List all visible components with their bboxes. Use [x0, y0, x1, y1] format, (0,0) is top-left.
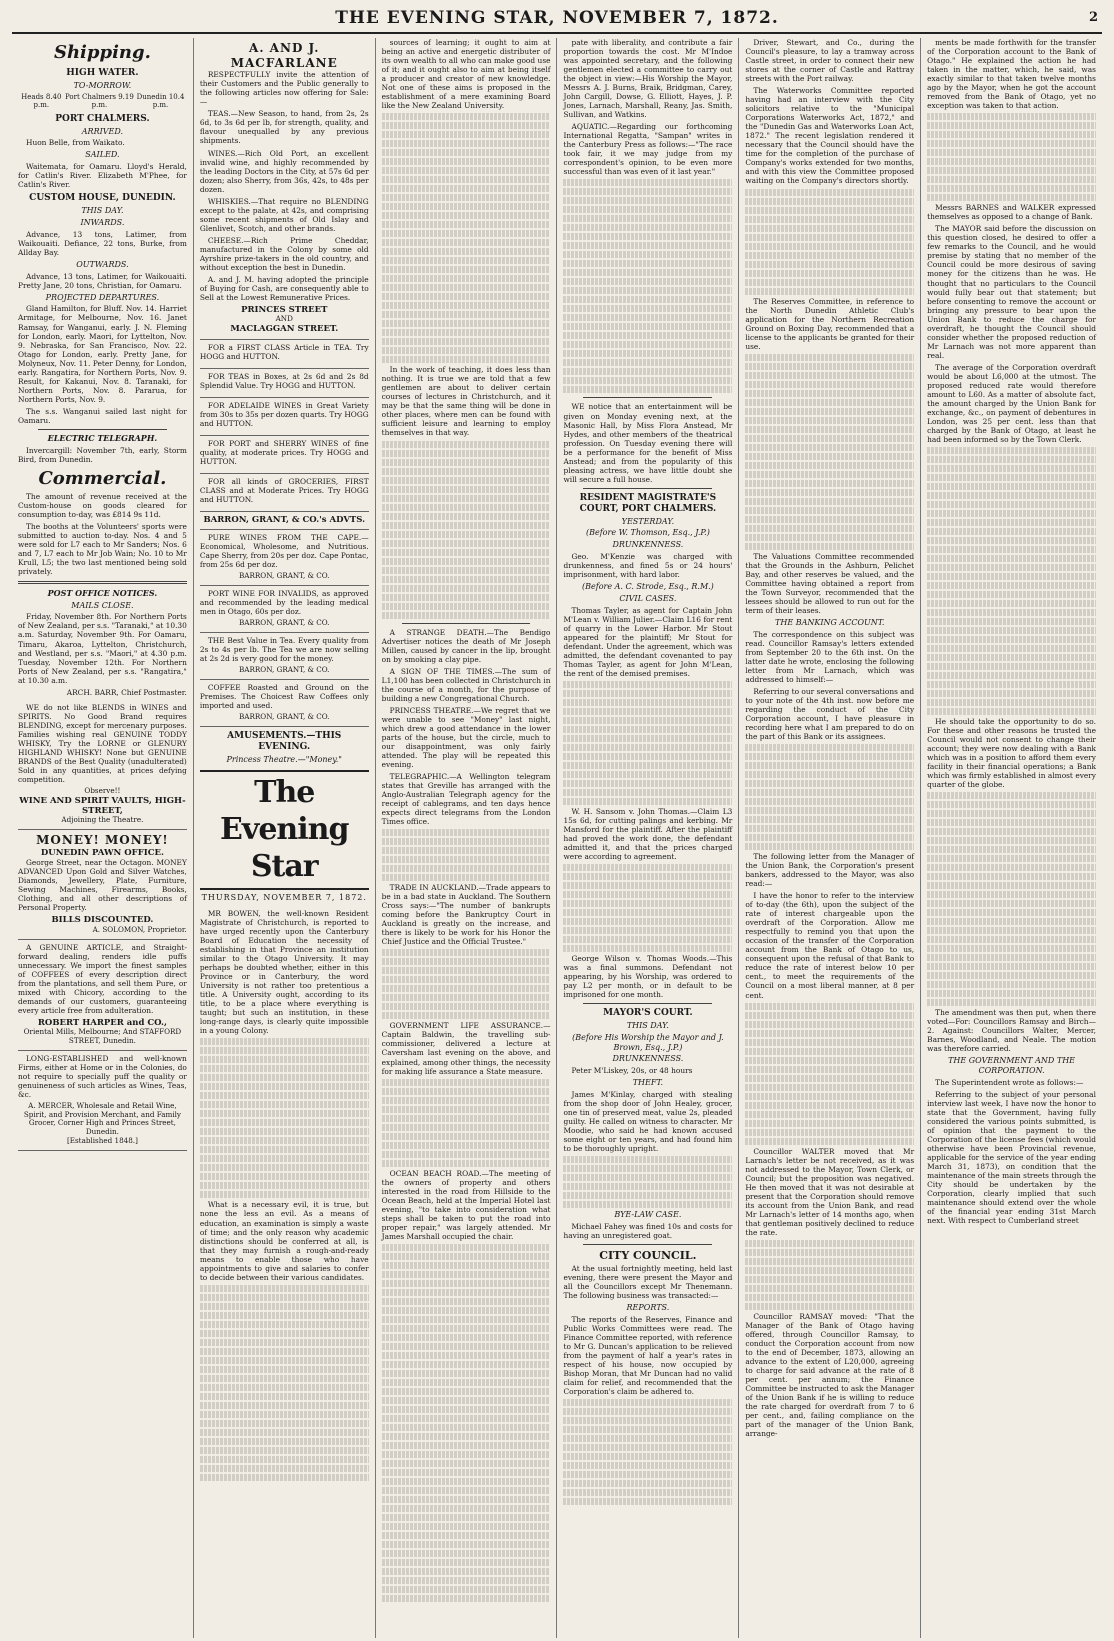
- blends-advert: [18, 700, 187, 831]
- leader-text-2: In the work of teaching, it does less than nothing. It is true we are told that a few gentlemen are about to deliver certain courses of lectures in Christchurch, and it may be that the same thing will be done in other places, where men can be found with sufficient leisure and learning to employ themselves in that way.: [381, 365, 551, 438]
- mercer-text: LONG-ESTABLISHED and well-known Firms, either at Home or in the Colonies, do not require to specially puff the quality or genuineness of such articles as Wines, Teas, &c.: [18, 1053, 187, 1099]
- reserves-text: The Reserves Committee, in reference to the North Dunedin Athletic Club's application for the Northern Recreation Ground on Boxing Day, recommended that a license to the applicants be granted for their use.: [745, 296, 915, 351]
- superintendent-label: The Superintendent wrote as follows:—: [935, 1077, 1084, 1087]
- barron-title: BARRON, GRANT, & CO.'s ADVTS.: [203, 514, 366, 525]
- port-wine-advert: [200, 586, 369, 633]
- bye-law-label: BYE-LAW CASE.: [614, 1210, 682, 1220]
- banking-text: The correspondence on this subject was read. Councillor Ramsay's letters extended from September 20 to the 6th inst. On the latter date he wrote, enclosing the following letter from Mr Larnach, which was addressed to himself:—: [745, 629, 915, 684]
- macfarlane-advert: [200, 38, 369, 340]
- port-wine-text: PORT WINE FOR INVALIDS, as approved and recommended by the leading medical men in Otago, 60s per doz.: [199, 589, 369, 617]
- money-title: MONEY! MONEY!: [36, 833, 169, 848]
- trade-body: [382, 949, 551, 1019]
- before-mayor: (Before His Worship the Mayor and J. Brown, Esq., J.P.): [572, 1032, 724, 1052]
- hogg-text-1: FOR a FIRST CLASS Article in TEA. Try HOGG and HUTTON.: [199, 342, 369, 361]
- shipping-note: The s.s. Wanganui sailed last night for Oamaru.: [18, 406, 187, 425]
- pawn-advert: [18, 830, 187, 939]
- sign-of-times: A SIGN OF THE TIMES.—The sum of L1,100 has been collected in Christchurch in the course of a month, for the purpose of building a new Congregational Church.: [381, 666, 551, 703]
- tea-advert: [200, 633, 369, 680]
- projected-text: Gland Hamilton, for Bluff. Nov. 14. Harriet Armitage, for Melbourne, Nov. 16. Janet Ramsay, for Wanganui, early. J. N. Fleming for London, early. Maori, for Lyttelton, Nov. 9. Nebraska, for San Francisco, Nov. 22. Otago for London, early. Pretty Jane, for Molyneux, Nov. 11. Peter Denny, for London, early. Rangatira, for Northern Ports, Nov. 9. Result, for Kakanui, Nov. 8. Taranaki, for Northern Ports, Nov. 8. Pararua, for Northern Ports, Nov. 9.: [18, 304, 187, 404]
- committee-text: pate with liberality, and contribute a fair proportion towards the cost. Mr M'Indoe was appointed secretary, and the following gentlemen elected a committee to carry out the object in view:—His Worship the Mayor, Messrs A. J. Burns, Braik, Bridgman, Carey, John Cargill, Dowse, G. Elliott, Hayes, J. P. Jones, Larnach, Marshall, Reany, Jas. Smith, Sullivan, and Watkins.: [563, 38, 733, 120]
- shipping-heading: Shipping.: [53, 42, 151, 63]
- cheese-text: CHEESE.—Rich Prime Cheddar, manufactured in the Colony by some old Ayrshire prize-takers in the old country, and without exception the best in Dunedin.: [199, 235, 369, 272]
- this-day-label: THIS DAY.: [81, 206, 124, 216]
- columns: [12, 38, 1102, 1638]
- coffee-advert: [18, 940, 187, 1051]
- commercial-heading: Commercial.: [38, 467, 167, 489]
- sansom-body: [563, 864, 732, 952]
- walter-motion: Councillor WALTER moved that Mr Larnach's letter be not received, as it was not addressed to the Mayor, Town Clerk, or Council; but the proposition was negatived. He then moved that it was not desirable at present that the Corporation should remove its account from the Union Bank, and read Mr Larnach's letter of 14 months ago, when that gentleman positively declined to reduce the rate.: [745, 1146, 915, 1237]
- city-council-text: At the usual fortnightly meeting, held last evening, there were present the Mayor and all the Councillors except Mr Thenemann. The following business was transacted:—: [563, 1264, 733, 1301]
- whiskies-text: WHISKIES.—That require no BLENDING except to the palate, at 42s, and comprising some recent shipments of Old Islay and Glenlivet, Scotch, and other brands.: [199, 196, 369, 233]
- arrived-text: Huon Belle, from Waikato.: [26, 138, 125, 148]
- before-thomson: (Before W. Thomson, Esq., J.P.): [585, 528, 710, 538]
- yesterday-label: YESTERDAY.: [621, 516, 675, 526]
- strange-death: A STRANGE DEATH.—The Bendigo Advertiser notices the death of Mr Joseph Millen, caused by cancer in the lip, brought on by smoking a clay pipe.: [381, 627, 551, 664]
- barron-signature-4: BARRON, GRANT, & CO.: [239, 712, 330, 722]
- coffee-roasted-advert: [200, 680, 369, 727]
- adjoining-label: Adjoining the Theatre.: [61, 815, 144, 825]
- tea-text: THE Best Value in Tea. Every quality from 2s to 4s per lb. The Tea we are now selling at 2s 2d is very good for the money.: [199, 636, 369, 664]
- column-6: [921, 38, 1102, 1638]
- theft-label: THEFT.: [632, 1078, 664, 1088]
- reports-label: REPORTS.: [626, 1303, 670, 1313]
- princes-street: PRINCES STREET: [241, 305, 328, 315]
- rm-court-heading: RESIDENT MAGISTRATE'S COURT, PORT CHALMERS.: [579, 492, 717, 514]
- maclaggan-street: MACLAGGAN STREET.: [230, 324, 339, 335]
- wilson-case: George Wilson v. Thomas Woods.—This was a final summons. Defendant not appearing, by his Worship, was ordered to pay L2 per month, or in default to be imprisoned for one month.: [563, 953, 733, 1000]
- city-council-heading: CITY COUNCIL.: [599, 1248, 697, 1262]
- civil-cases-label: CIVIL CASES.: [619, 593, 677, 603]
- pure-wines-text: PURE WINES FROM THE CAPE.—Economical, Wholesome, and Nutritious. Cape Sherry, from 20s per doz. Cape Pontac, from 25s 6d per doz.: [199, 533, 369, 570]
- inwards-text: Advance, 13 tons, Latimer, from Waikouaiti. Defiance, 22 tons, Burke, from Allday Bay.: [18, 229, 187, 257]
- barron-signature-1: BARRON, GRANT, & CO.: [239, 571, 330, 581]
- ramsay-body: [927, 113, 1096, 201]
- bank-body: [927, 792, 1096, 1006]
- tramway-text: Driver, Stewart, and Co., during the Council's pleasure, to lay a tramway across Castle street, in order to connect their new stores at the corner of Castle and Rattray streets with the Port railway.: [745, 38, 915, 84]
- macfarlane-text: RESPECTFULLY invite the attention of their Customers and the Public generally to the following articles now offering for Sale:—: [199, 70, 369, 107]
- arrived-label: ARRIVED.: [81, 126, 124, 136]
- entertainment-text: WE notice that an entertainment will be given on Monday evening next, at the Masonic Hall, by Miss Flora Anstead, Mr Hydes, and other members of the theatrical profession. On Tuesday evening there will be a performance for the benefit of Miss Anstead; and from the popularity of this pleasing actress, we have little doubt she will secure a full house.: [563, 402, 733, 484]
- column-2: [194, 38, 376, 1638]
- government-body: [382, 1079, 551, 1167]
- reports-text: The reports of the Reserves, Finance and Public Works Committees were read. The Finance Committee reported, with reference to Mr G. Duncan's application to be relieved from the payment of half a year's rates in respect of his house, now occupied by Bishop Moran, that Mr Duncan had no valid claim for relief, and recommended that the Corporation's claim be adhered to.: [563, 1315, 733, 1397]
- blends-text: WE do not like BLENDS in WINES and SPIRITS. No Good Brand requires BLENDING, except for mercenary purposes. Families wishing real GENUINE TODDY WHISKY, Try the LORNE or GLENURY HIGHLAND WHISKY! None but GENUINE BRANDS of the Best Quality (unadulterated) Sold in any quantities, at prices defying competition.: [18, 702, 187, 784]
- barron-advert: [200, 512, 369, 530]
- macfarlane-title: A. AND J. MACFARLANE: [230, 41, 338, 70]
- vote-result: The amendment was then put, when there voted—For: Councillors Ramsay and Birch—2. Against: Councillors Walter, Mercer, Barnes, Woodland, and Neale. The motion was therefore carried.: [927, 1008, 1096, 1054]
- outwards-text: Advance, 13 tons, Latimer, for Waikouaiti. Pretty Jane, 20 tons, Christian, for Oamaru.: [18, 271, 187, 290]
- mayors-court-heading: MAYOR'S COURT.: [603, 1008, 693, 1019]
- harper-sub: Oriental Mills, Melbourne; And STAFFORD STREET, Dunedin.: [23, 1027, 182, 1045]
- column-3: [376, 38, 558, 1638]
- aquatic-body: [563, 179, 732, 393]
- civil-text: Thomas Tayler, as agent for Captain John M'Lean v. William Julier.—Claim L16 for rent of quarry in the Lower Harbor. Mr Stout appeared for the plaintiff; Mr Stout for defendant. Under the agreement, which was admitted, the defendant covenanted to pay Thomas Tayler, as agent for John M'Lean, the rent of the demised premises.: [563, 605, 733, 678]
- bank-reasons: He should take the opportunity to do so. For these and other reasons he trusted the Council would not consent to change their account; they were now dealing with a Bank which was in a position to afford them every facility in their financial operations; a Bank which was firmly established in almost every quarter of the globe.: [927, 717, 1096, 790]
- pure-wines-advert: [200, 530, 369, 586]
- banking-account-label: THE BANKING ACCOUNT.: [775, 617, 885, 627]
- evening-star-logo: The Evening Star: [200, 770, 369, 890]
- leader-paragraph-1: MR BOWEN, the well-known Resident Magistrate of Christchurch, is reported to have urged recently upon the Canterbury Board of Education the necessity of establishing in that Province an institution similar to the Otago University. It may perhaps be doubted whether, either in this Province or in Canterbury, the word University is not rather too pretentious a title. A University ought, according to its title, to be a place where everything is taught; but such an institution, in these long-range days, is clearly quite impossible in a young Colony.: [199, 909, 369, 1036]
- sailed-label: SAILED.: [85, 150, 120, 160]
- ramsay-motion: Councillor RAMSAY moved: "That the Manager of the Bank of Otago having offered, through Councillor Ramsay, to conduct the Corporation account from now to the end of December, 1873, allowing an advance to the extent of L20,000, agreeing to charge for said advance at the rate of 8 per cent. per annum; the Finance Committee be instructed to ask the Manager of the Union Bank if he is willing to reduce the rate charged for overdraft from 7 to 6 per cent., and, failing compliance on the part of the manager of the Union Bank, arrange-: [745, 1311, 915, 1439]
- telegraphic-body: [382, 829, 551, 881]
- barron-signature-3: BARRON, GRANT, & CO.: [239, 665, 330, 675]
- leader-body: [382, 113, 551, 363]
- leader-paragraph-2: What is a necessary evil, it is true, but none the less an evil. As a means of education, an examination is simply a waste of time; and the only reason why academic distinctions should be conferred at all, is that they may furnish a rough-and-ready means to enable those who have appointments to give and salaries to confer to decide between their various candidates.: [199, 1200, 369, 1282]
- tide-dunedin: Dunedin 10.4 p.m.: [136, 92, 185, 110]
- walter-body: [745, 1240, 914, 1310]
- ocean-body: [382, 1244, 551, 1602]
- reserves-body: [745, 354, 914, 550]
- electric-text: Invercargill: November 7th, early, Storm Bird, from Dunedin.: [18, 445, 187, 464]
- mercer-advert: [18, 1051, 187, 1151]
- established-label: [Established 1848.]: [66, 1136, 138, 1146]
- aquatic-text: AQUATIC.—Regarding our forthcoming International Regatta, "Sampan" writes in the Canterbury Press as follows:—"The race took fair, it we may judge from my correspondent's opinion, to be even more successful than was even of it last year.": [563, 122, 733, 177]
- leader-continuation: [200, 1038, 369, 1198]
- amusements-heading: AMUSEMENTS.—THIS EVENING.: [227, 730, 342, 752]
- government-life: GOVERNMENT LIFE ASSURANCE.—Captain Baldwin, the travelling sub-commissioner, delivered a lecture at Caversham last evening on the above, and explained, among other things, the necessity for making life assurance a State measure.: [381, 1021, 551, 1076]
- hogg-advert-2: [200, 369, 369, 398]
- overdraft-body: [927, 447, 1096, 715]
- pawn-text: George Street, near the Octagon. MONEY ADVANCED Upon Gold and Silver Watches, Diamonds, Jewellery, Plate, Furniture, Sewing Machines, Firearms, Books, Clothing, and all other descriptions of Personal Property.: [18, 858, 187, 913]
- amusements-text: Princess Theatre.—"Money.": [226, 754, 342, 764]
- dateline: THURSDAY, NOVEMBER 7, 1872.: [201, 893, 367, 903]
- leader-text-1: sources of learning; it ought to aim at being an active and energetic distributer of its own wealth to all who can make good use of it; and it ought also to aim at being itself a producer and creator of new knowledge. Not one of these aims is proposed in the establishment of a mere examining Board like the New Zealand University.: [381, 38, 551, 111]
- banking-text-3: The following letter from the Manager of the Union Bank, the Corporation's present bankers, addressed to the Mayor, was also read:—: [745, 852, 915, 889]
- post-signature: ARCH. BARR, Chief Postmaster.: [66, 687, 187, 697]
- government-corporation-label: THE GOVERNMENT AND THE CORPORATION.: [948, 1056, 1076, 1076]
- hogg-text-5: FOR all kinds of GROCERIES, FIRST CLASS and at Moderate Prices. Try HOGG and HUTTON.: [199, 476, 369, 504]
- princess-theatre: PRINCESS THEATRE.—We regret that we were unable to see "Money" last night, which drew a good attendance in the lower parts of the house, but the circle, much to our disappointment, was only fairly attended. The play will be repeated this evening.: [381, 705, 551, 769]
- bye-law-text: Michael Fahey was fined 10s and costs for having an unregistered goat.: [563, 1221, 733, 1240]
- sailed-text: Waitemata, for Oamaru. Lloyd's Herald, for Catlin's River. Elizabeth M'Phee, for Catlin's River.: [18, 162, 187, 190]
- hogg-advert-4: [200, 436, 369, 474]
- pawn-title: DUNEDIN PAWN OFFICE.: [40, 847, 164, 858]
- outwards-label: OUTWARDS.: [76, 259, 129, 269]
- drunkenness-label-2: DRUNKENNESS.: [612, 1054, 684, 1064]
- post-office-heading: POST OFFICE NOTICES.: [47, 587, 158, 598]
- teas-text: TEAS.—New Season, to hand, from 2s, 2s 6d, to 3s 6d per lb, for strength, quality, and flavour unequalled by any previous shipments.: [199, 109, 369, 146]
- hogg-advert-1: [200, 340, 369, 369]
- before-strode: (Before A. C. Strode, Esq., R.M.): [582, 582, 714, 592]
- sansom-case: W. H. Sansom v. John Thomas.—Claim L3 15s 6d, for cutting palings and kerbing. Mr Mansford for the plaintiff. After the plaintiff had proved the work done, the defendant admitted it, and that the prices charged were according to agreement.: [563, 806, 733, 861]
- banking-body-2: [745, 1003, 914, 1145]
- macfarlane-note: A. and J. M. having adopted the principle of Buying for Cash, are consequently able to Sell at the Lowest Remunerative Prices.: [199, 274, 369, 302]
- hogg-text-4: FOR PORT and SHERRY WINES of fine quality, at moderate prices. Try HOGG and HUTTON.: [199, 438, 369, 466]
- bills-label: BILLS DISCOUNTED.: [51, 915, 154, 926]
- tomorrow-label: TO-MORROW.: [73, 80, 132, 90]
- banking-text-2: Referring to our several conversations and to your note of the 4th inst. now before me regarding the conduct of the City Corporation account, I have pleasure in recording here what I am prepared to do on the part of this Bank or its assignees.: [745, 686, 915, 741]
- tide-heads: Heads 8.40 p.m.: [21, 92, 62, 110]
- high-water-heading: HIGH WATER.: [66, 67, 139, 78]
- mails-close-label: MAILS CLOSE.: [71, 600, 134, 610]
- inwards-label: INWARDS.: [80, 218, 125, 228]
- theft-text: James M'Kinlay, charged with stealing from the shop door of John Healey, grocer, one tin of preserved meat, value 2s, pleaded guilty. He called on witness to character. Mr Moodie, who said he had known accused some eight or ten years, and had found him to be thoroughly upright.: [563, 1089, 733, 1154]
- hogg-text-3: FOR ADELAIDE WINES in Great Variety from 30s to 35s per dozen quarts. Try HOGG and HUTTON.: [199, 400, 369, 428]
- mercer-signature: A. MERCER, Wholesale and Retail Wine, Spirit, and Provision Merchant, and Family Grocer, Corner High and Princes Street, Dunedin.: [23, 1100, 181, 1137]
- mayor-remarks: The MAYOR said before the discussion on this question closed, he desired to offer a few remarks to the Council, and he would premise by stating that no member of the Council could be more desirous of saving money for the citizens than he was. He thought that no particulars to the Council would fully bear out that statement; but before consenting to remove the account or bringing any pressure to bear upon the Union Bank to reduce the charge for overdraft, he thought the Council should consider whether the proposed reduction of Mr Larnach was not more apparent than real.: [927, 224, 1096, 360]
- drunkenness-text: Geo. M'Kenzie was charged with drunkenness, and fined 5s or 24 hours' imprisonment, with hard labor.: [563, 551, 733, 579]
- waterworks-body: [745, 189, 914, 295]
- projected-label: PROJECTED DEPARTURES.: [45, 292, 160, 302]
- column-4: [557, 38, 739, 1638]
- pawn-signature: A. SOLOMON, Proprietor.: [92, 924, 187, 934]
- this-day-label-2: THIS DAY.: [626, 1021, 669, 1031]
- drunkenness-text-2: Peter M'Liskey, 20s, or 48 hours: [571, 1066, 693, 1076]
- hogg-advert-3: [200, 398, 369, 436]
- custom-house-heading: CUSTOM HOUSE, DUNEDIN.: [29, 193, 176, 204]
- banking-body: [745, 744, 914, 850]
- superintendent-letter: Referring to the subject of your personal interview last week, I have now the honor to state that the Government, having fully considered the various points submitted, is of opinion that the payment to the Corporation of the license fees (which would otherwise have been Provincial revenue, applicable for the service of the year ending March 31, 1873), on condition that the maintenance of the main streets through the City should be undertaken by the Corporation, clearly implied that such maintenance should extend over the whole of the financial year ending 31st March next. With respect to Cumberland street: [927, 1090, 1096, 1226]
- post-text: Friday, November 8th. For Northern Ports of New Zealand, per s.s. "Taranaki," at 10.30 a.m. Saturday, November 9th. For Oamaru, Timaru, Akaroa, Lyttelton, Christchurch, and Westland, per s.s. "Maori," at 4.30 p.m. Tuesday, November 12th. For Northern Ports of New Zealand, per s.s. "Rangatira," at 10.30 a.m.: [18, 612, 187, 685]
- observe-label: Observe!!: [84, 785, 121, 795]
- wine-vaults-title: WINE AND SPIRIT VAULTS, HIGH-STREET,: [19, 795, 186, 817]
- column-1: [12, 38, 194, 1638]
- port-chalmers-heading: PORT CHALMERS.: [55, 113, 150, 124]
- electric-heading: ELECTRIC TELEGRAPH.: [47, 432, 158, 443]
- masthead: [12, 6, 1102, 34]
- wines-text: WINES.—Rich Old Port, an excellent invalid wine, and highly recommended by the leading Doctors in the City, at 57s 6d per dozen; also Sherry, from 36s, 42s, to 48s per dozen.: [199, 148, 369, 194]
- and-label: AND: [275, 314, 293, 324]
- theft-body: [563, 1156, 732, 1208]
- telegraphic: TELEGRAPHIC.—A Wellington telegram states that Greville has arranged with the Anglo-Australian Telegraph agency for the receipt of cablegrams, and ten days hence expects direct telegrams from the London Times office.: [381, 771, 551, 827]
- masthead-title: THE EVENING STAR, NOVEMBER 7, 1872.: [335, 8, 779, 28]
- leader-continuation-2: [200, 1285, 369, 1481]
- hogg-text-2: FOR TEAS in Boxes, at 2s 6d and 2s 8d Splendid Value. Try HOGG and HUTTON.: [199, 371, 369, 390]
- ocean-beach: OCEAN BEACH ROAD.—The meeting of the owners of property and others interested in the road from Hillside to the Ocean Beach, held at the Imperial Hotel last evening, "to take into consideration what steps shall be taken to put the road into proper repair," was largely attended. Mr James Marshall occupied the chair.: [381, 1168, 551, 1241]
- tide-port-chalmers: Port Chalmers 9.19 p.m.: [64, 92, 134, 110]
- harper-title: ROBERT HARPER and CO.,: [37, 1017, 167, 1028]
- drunkenness-label: DRUNKENNESS.: [612, 540, 684, 550]
- civil-body: [563, 681, 732, 805]
- leader-body-2: [382, 441, 551, 619]
- tide-table: [18, 93, 187, 110]
- column-5: [739, 38, 921, 1638]
- ramsay-continued: ments be made forthwith for the transfer of the Corporation account to the Bank of Otago." He explained the action he had taken in the matter, which, he said, was exactly similar to that taken twelve months ago by the Mayor, when he got the account removed from the Bank of Otago, yet no exception was taken to that action.: [927, 38, 1096, 111]
- reports-body: [563, 1399, 732, 1505]
- booths-text: The booths at the Volunteers' sports were submitted to auction to-day. Nos. 4 and 5 were sold for L7 each to Mr Sanders; Nos. 6 and 7, L7 each to Mr Job Wain; No. 10 to Mr Krull, L5; the two last mentioned being sold privately.: [18, 521, 187, 576]
- barnes-walker: Messrs BARNES and WALKER expressed themselves as opposed to a change of Bank.: [927, 203, 1096, 222]
- waterworks-text: The Waterworks Committee reported having had an interview with the City solicitors relative to the "Municipal Corporations Waterworks Act, 1872," and the "Dunedin Gas and Waterworks Loan Act, 1872." The recent legislation rendered it necessary that the Council should have the time for the completion of the purchase of Company's works extended for two months, and with this view the Committee proposed waiting on the Company's directors shortly.: [745, 86, 915, 186]
- coffee-roasted-text: COFFEE Roasted and Ground on the Premises. The Choicest Raw Coffees only imported and used.: [199, 682, 369, 710]
- coffee-text: A GENUINE ARTICLE, and Straight-forward dealing, renders idle puffs unnecessary. We import the finest samples of COFFEES of every description direct from the plantations, and sell them Pure, or mixed with Chicory, according to the demands of our customers, guaranteeing every article free from adulteration.: [18, 942, 187, 1015]
- page-number: 2: [1088, 10, 1098, 25]
- commercial-text: The amount of revenue received at the Custom-house on goods cleared for consumption to-day, was £814 9s 11d.: [18, 491, 187, 519]
- overdraft-text: The average of the Corporation overdraft would be about L6,000 at the utmost. The proposed reduced rate would therefore amount to L60. As a matter of absolute fact, the amount charged by the Union Bank for exchange, &c., on payment of debentures in London, was 25 per cent. less than that charged by the Bank of Otago, at least he had been informed so by the Town Clerk.: [927, 362, 1096, 445]
- banking-text-4: I have the honor to refer to the interview of to-day (the 6th), upon the subject of the rate of interest chargeable upon the overdraft of the Corporation. Allow me respectfully to remind you that upon the occasion of the transfer of the Corporation account from the Bank of Otago to us, consequent upon the refusal of that Bank to reduce the rate of interest below 10 per cent., to meet the requirements of the Council on a most liberal manner, at 8 per cent.: [745, 891, 915, 1000]
- valuations-text: The Valuations Committee recommended that the Grounds in the Ashburn, Pelichet Bay, and other reserves be valued, and the Committee having obtained a report from the Town Surveyor, recommended that the lessees should be allowed to run out for the term of their leases.: [745, 551, 915, 615]
- barron-signature-2: BARRON, GRANT, & CO.: [239, 618, 330, 628]
- hogg-advert-5: [200, 474, 369, 512]
- trade-auckland: TRADE IN AUCKLAND.—Trade appears to be in a bad state in Auckland. The Southern Cross says:—"The number of bankrupts coming before the Bankruptcy Court in Auckland is greatly on the increase, and there is likely to be work for his Honor the Chief Justice and the Official Trustee.": [381, 883, 551, 947]
